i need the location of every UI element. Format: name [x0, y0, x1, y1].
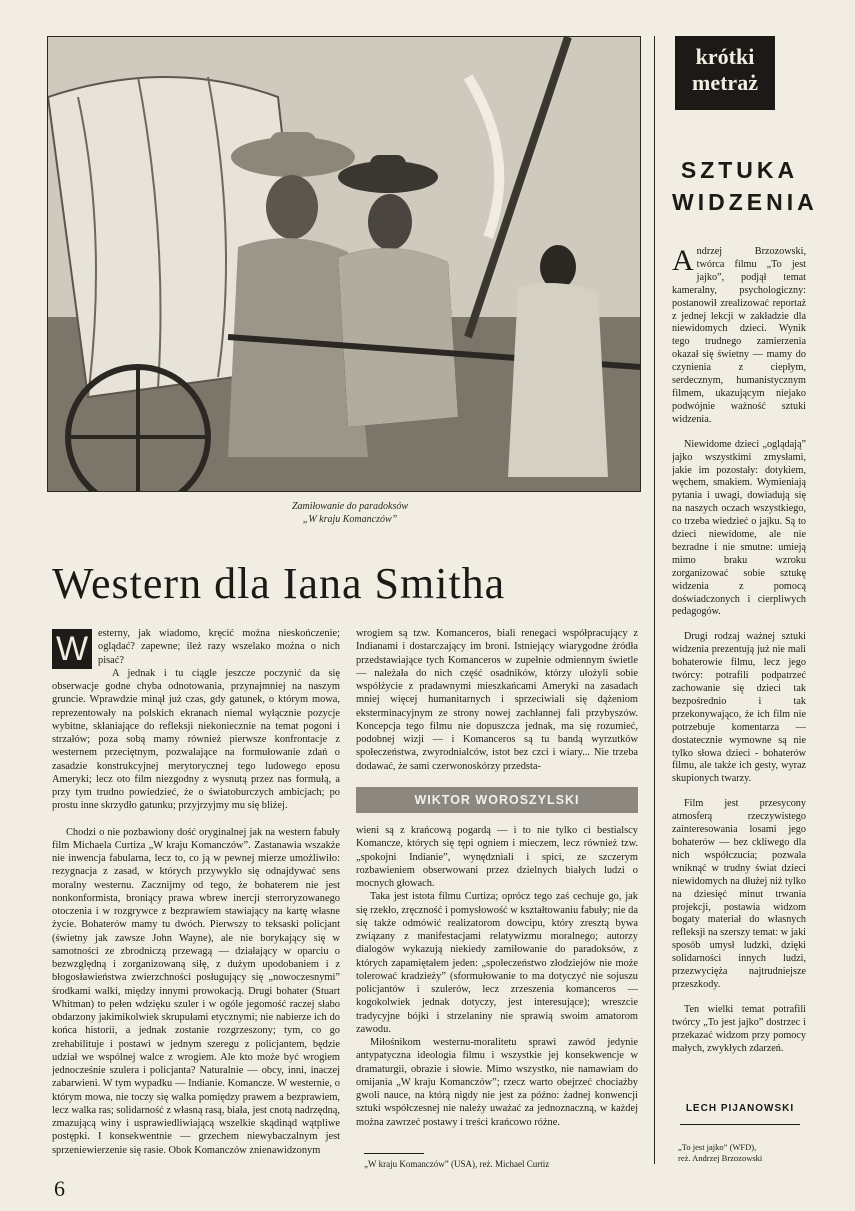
photo-illustration [48, 37, 640, 491]
article-paragraph: wrogiem są tzw. Komanceros, biali renegaci współpracujący z Indianami i dostarczający im broni. Istniejący wiarygodne źródła przedstawiające tych Komanceros w zupełnie odmiennym świetle — należała do nich część osadników, którzy ułożyli sobie współżycie z pradawnymi mieszkańcami Ameryki na zasadach mniej więcej humanitarnych i sprzeciwiali się dążeniom eksterminacyjnym ze strony nowej zachłannej fali przybyszów. Koncepcja tego filmu nie dopuszcza jednak, ma się rozumieć, podobnej wizji — i Komanceros są tu bandą wyrzutków społeczeństwa, zwyrodnialców, istot bez czci i wiary... Nie trzeba dodawać, że sami czerwonoskórzy przedsta- [356, 628, 638, 772]
article-column-2-top [356, 627, 638, 773]
sidebar-author: LECH PIJANOWSKI [685, 1103, 795, 1114]
caption-line-1: Zamiłowanie do paradoksów [291, 501, 409, 512]
sidebar-footnote-divider [680, 1124, 800, 1125]
caption-line-2: „W kraju Komanczów” [302, 514, 398, 525]
sidebar-text-column [672, 246, 806, 1096]
column-divider [654, 36, 655, 1164]
photo-caption [200, 500, 500, 526]
article-paragraph: A jednak i tu ciągle jeszcze poczynić da się obserwacje godne chyba odnotowania, przynajmniej na naszym gruncie. Wprawdzie minął już czas, gdy gatunek, o którym mowa, reprezentowały na polskich ekranach niemal wyłącznie pozycje wybitne, skłaniające do refleksji niekoniecznie na temat pogoni i strzałów; poza sobą mamy również pierwsze konfrontacje z westernem przeciętnym, pozwalające na formułowanie zdań o zasadzie konstrukcyjnej merytorycznej tego ludowego eposu Ameryki; lecz oto film niezgodny z wysnutą przez nas formułą, a przy tym trudno powiedzieć, że o światoburczych ambicjach; po prostu inne skrzydło gatunku; przyjrzyjmy mu się bliżej. [52, 667, 340, 812]
sidebar-paragraph-text: ndrzej Brzozowski, twórca filmu „To jest jajko”, podjął temat kameralny, psychologiczny: postanowił zrealizować reportaż z jednej lekcji w zakładzie dla niewidomych dzieci. Wynik tego trudnego zamierzenia okazał się świetny — mamy do czynienia z ciepłym, serdecznym, humanistycznym filmem, ukazującym niejako podwójnie ważność sztuki widzenia. [672, 246, 806, 425]
article-paragraph: Taka jest istota filmu Curtiza; oprócz tego zaś cechuje go, jak się rzekło, zręczność i pomysłowość w kształtowaniu fabuły; nie da się także odmówić realizatorom dowcipu, który zresztą bywa związany z manifestacjami relatywizmu moralnego; autorzy dialogów wykazują niekiedy zamiłowanie do paradoksów, z których zapamiętałem jeden: „społeczeństwo złodziejów nie może tolerować kradzieży” (sformułowanie to ma dotyczyć nie sojuszu policjantów i szulerów, lecz zrzeszenia komanceros — kogokolwiek jednak dotyczy, jest interesujące); wreszcie tradycyjne bójki i strzelaniny nie sprawią swoim amatorom zawodu. [356, 891, 638, 1035]
sidebar-footnote [678, 1142, 814, 1164]
sidebar-paragraph [672, 246, 806, 427]
article-author-banner: WIKTOR WOROSZYLSKI [356, 787, 638, 813]
footnote-divider [364, 1153, 424, 1154]
article-paragraph: Miłośnikom westernu-moralitetu sprawi zawód jedynie antypatyczna ideologia filmu i wszystkie jej konsekwencje w dramaturgii, obrazie i słowie. Mimo wszystko, nie namawiam do omijania „W kraju Komanczów”; rzecz warto obejrzeć chociażby gwoli nauce, na którą nigdy nie jest za późno: żadnej konwencji sztuki współczesnej nie należy uważać za jednoznaczną, w każdej można zawrzeć postawy i treści krańcowo różne. [356, 1037, 638, 1128]
article-footnote: „W kraju Komanczów” (USA), reż. Michael Curtiz [364, 1159, 550, 1169]
film-still-photo [47, 36, 641, 492]
sidebar-paragraph: Film jest przesycony atmosferą rzeczywistego zainteresowania losami jego bohaterów — bez ckliwego dla nich współczucia; pozwala wniknąć w trudny świat dzieci niewidomych na dłużej niż tylko na dziesięć minut trwania projekcji, postawia widzom bogaty materiał do własnych refleksji na szerszy temat: w jaki sposób umysł ludzki, dzięki solidarności innych ludzi, przezwycięża najtrudniejsze przeszkody. [672, 798, 806, 990]
article-column-1 [52, 627, 340, 1195]
article-column-2-bottom [356, 824, 638, 1154]
article-paragraph: Chodzi o nie pozbawiony dość oryginalnej jak na western fabuły film Michaela Curtiza „W kraju Komanczów”. Zastanawia wszakże nie inwencja fabularna, lecz to, co ją w pewnej mierze umożliwiło: rezygnacja z zasad, w których przywykło się odnajdywać sens moralny westernu. Zacznijmy od tego, że bohaterem nie jest nonkonformista, broniący prawa wbrew inercji sterroryzowanego otoczenia i w rozgrywce z bezprawiem stawiający na kartę własne życie. Bohaterów mamy tu dwóch. Pierwszy to teksaski policjant (świetny jak zawsze John Wayne), ale nie borykający się w samotności ze zbrodniczą przewagą — działający w oparciu o bezwzględną i zorganizowaną siłę, z dużym upodobaniem i z błogosławieństwa zwierzchności posługujący się „nowoczesnymi” środkami walki, między innymi prowokacją. Drugi bohater (Stuart Whitman) to pełen wdzięku szuler i w ogóle jegomość raczej słabo obdarzony jakimikolwiek skrupułami etycznymi; nie nabierze ich do końca historii, a jednak zostanie rozgrzeszony; tym, co go zrehabilituje i postawi w jednym szeregu z policjantem, będzie udział we wspólnej walce z wrogiem. Ale kto może być wrogiem jednocześnie szulera i policjanta? Naturalnie — obcy, inni, inaczej zabarwieni. W tym wypadku — Indianie. Komancze. W westernie, o którym mowa, nie toczy się walka pomiędzy prawem a bezprawiem, lecz walka ras; solidarność z własną rasą, biała, jest cnotą nadrzędną, zmazującą winy i usprawiedliwiającą wszelkie skądinąd wątpliwe postępki. I konsekwentnie — grzechem niewybaczalnym jest sprzeniewierzenie się rasie. Obok Komanczów znienawidzonym [52, 826, 340, 1156]
page-number: 6 [54, 1176, 65, 1201]
sidebar-footnote-line-1: „To jest jajko” (WFD), [678, 1142, 757, 1152]
article-dropcap: W [52, 629, 92, 669]
sidebar-paragraph: Ten wielki temat potrafili twórcy „To jest jajko” dostrzec i przekazać widzom przy pomocy małych, zwykłych zdarzeń. [672, 1003, 806, 1054]
logo-line-1: krótki [695, 44, 755, 69]
sidebar-title-line-1: SZTUKA [680, 157, 799, 183]
article-paragraph: esterny, jak wiadomo, kręcić można nieskończenie; oglądać? zapewne; ileż razy wszelako można o nich pisać? [98, 628, 340, 666]
sidebar-title-line-2: WIDZENIA [672, 189, 818, 215]
sidebar-footnote-line-2: reż. Andrzej Brzozowski [678, 1153, 763, 1163]
sidebar-title [672, 154, 818, 218]
sidebar-paragraph: Niewidome dzieci „oglądają” jajko wszystkimi zmysłami, jakie im pozostały: dotykiem, węchem, smakiem. Wymieniają pytania i uwagi, dowiadują się na naszych oczach wszystkiego, co trzeba wiedzieć o jajku. Są to dzieci niewidome, ale nie bezradne i nie smutne: umieją mimo braku wzroku zorganizować sobie sztukę widzenia z pomocą doświadczonych i cierpliwych pedagogów. [672, 438, 806, 618]
article-title: Western dla Iana Smitha [52, 559, 506, 608]
article-paragraph: wieni są z krańcową pogardą — i to nie tylko ci bestialscy Komancze, których się tępi ogniem i mieczem, lecz również tzw. „spokojni Indianie”, wynędzniali i spici, ze szczerym rozbawieniem obserwowani przez dzielnych białych ludzi o mocnych głowach. [356, 825, 638, 889]
sidebar-paragraph: Drugi rodzaj ważnej sztuki widzenia prezentują już nie mali bohaterowie filmu, lecz jego twórcy: potrafili podpatrzeć zachowanie się dzieci tak bezpośrednio i tak przekonywająco, że ich film nie potrzebuje komentarza — dostatecznie wymowne są nie tylko słowa dzieci - bohaterów filmu, ale także ich gesty, wyraz skupionych twarzy. [672, 631, 806, 785]
logo-line-2: metraż [692, 70, 758, 95]
sidebar-dropcap: A [672, 246, 694, 277]
section-logo [675, 36, 775, 110]
